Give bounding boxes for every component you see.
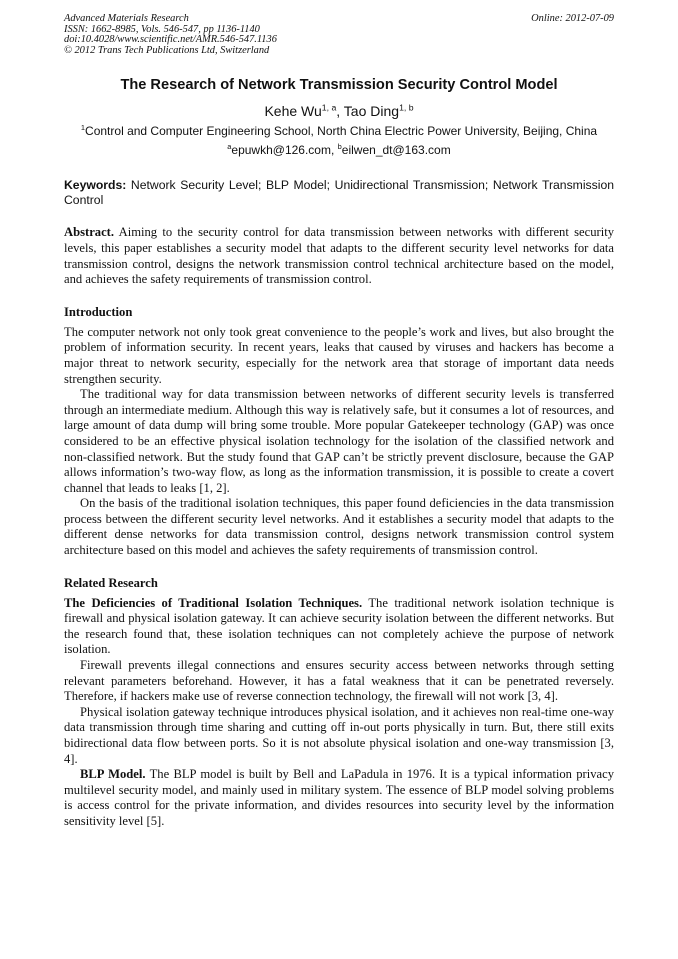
- abstract-label: Abstract.: [64, 225, 115, 240]
- email-link[interactable]: eilwen_dt@163.com: [341, 143, 451, 158]
- author-name: Kehe Wu: [264, 103, 322, 120]
- emails-line: [64, 143, 614, 157]
- issn-line: ISSN: 1662-8985, Vols. 546-547, pp 1136-1140: [64, 23, 260, 35]
- email-sup: a: [227, 142, 232, 152]
- subsection-label: The Deficiencies of Traditional Isolation Techniques.: [64, 595, 363, 610]
- email-sup: b: [337, 142, 342, 152]
- abstract: [64, 225, 614, 287]
- introduction-body: [64, 325, 614, 559]
- paragraph: The computer network not only took great convenience to the people’s work and lives, but also brought the problem of information security. In recent years, leaks that caused by viruses and hackers has become a major threat to network security, especially for the network area that storage of important data needs strengthen security.: [64, 324, 614, 386]
- paragraph: [64, 596, 614, 658]
- paragraph-text: The traditional network isolation technique is firewall and physical isolation gateway. It can achieve security isolation between the different networks. But the research found that, these isolation techniques can not completely achieve the purpose of network isolation.: [64, 595, 614, 657]
- paragraph: On the basis of the traditional isolation techniques, this paper found deficiencies in the data transmission process between the different security level networks. And it establishes a security model that adapts to the different dense networks for data transmission control, designs network transmission control system architecture based on this model and achieves the safety requirements of transmission control.: [64, 496, 614, 558]
- abstract-text: Aiming to the security control for data transmission between networks with different security levels, this paper establishes a security model that adapts to the different security level networks for data transmission control, designs the network transmission control technical architecture based on the model, and achieves the safety requirements of transmission control.: [64, 225, 614, 287]
- keywords: [64, 178, 614, 208]
- author-sup: 1, a: [321, 102, 337, 113]
- doi-line: doi:10.4028/www.scientific.net/AMR.546-547.1136: [64, 34, 277, 46]
- author-name: Tao Ding: [343, 103, 400, 120]
- journal-name: Advanced Materials Research: [64, 13, 189, 24]
- affiliation-text: Control and Computer Engineering School, North China Electric Power University, Beijing, China: [85, 124, 598, 139]
- online-date: Online: 2012-07-09: [531, 13, 614, 24]
- related-research-body: [64, 596, 614, 830]
- keywords-label: Keywords:: [64, 178, 127, 193]
- paragraph: Firewall prevents illegal connections and ensures security access between networks through setting relevant parameters beforehand. However, it has a fatal weakness that it can be penetrated reversely. Therefore, if hackers make use of reverse connection technology, the firewall will not work [3, 4].: [64, 658, 614, 704]
- paragraph: The traditional way for data transmission between networks of different security levels is transferred through an intermediate medium. Although this way is relatively safe, but it consumes a lot of resources, and large amount of data dump will bring some trouble. More popular Gatekeeper technology (GAP) was once considered to be an effective physical isolation technology for the isolation of the classified network and non-classified network. But the study found that GAP can’t be strictly prevent disclosure, because the GAP allows information’s two-way flow, as long as the information transmission, it is possible to create a covert channel that leads to leaks [1, 2].: [64, 387, 614, 495]
- copyright-line: © 2012 Trans Tech Publications Ltd, Switzerland: [64, 44, 270, 56]
- author-sup: 1, b: [399, 102, 414, 113]
- affiliation: [64, 124, 614, 138]
- keywords-text: Network Security Level; BLP Model; Unidirectional Transmission; Network Transmission Control: [64, 178, 614, 208]
- paragraph: Physical isolation gateway technique introduces physical isolation, and it achieves non real-time one-way data transmission through time sharing and cutting off in-out ports physically in turn. But, there still exits bidirectional data flow between ports. So it is not absolute physical isolation and one-way transmission [3, 4].: [64, 704, 614, 766]
- section-heading-introduction: Introduction: [64, 304, 133, 319]
- authors-line: [64, 103, 614, 119]
- journal-header: [64, 14, 614, 56]
- author-separator: ,: [336, 103, 344, 120]
- paragraph-text: The BLP model is built by Bell and LaPadula in 1976. It is a typical information privacy multilevel security model, and mainly used in military system. The essence of BLP model solving problems is access control for the private information, and divides resources into security level by the information sensitivity level [5].: [64, 767, 614, 828]
- paper-page: [64, 14, 614, 830]
- subsection-label: BLP Model.: [80, 767, 146, 782]
- section-heading-related-research: Related Research: [64, 575, 158, 590]
- email-link[interactable]: epuwkh@126.com,: [231, 143, 338, 158]
- paragraph: [64, 767, 614, 829]
- paper-title: The Research of Network Transmission Security Control Model: [120, 77, 558, 94]
- affiliation-sup: 1: [80, 123, 86, 133]
